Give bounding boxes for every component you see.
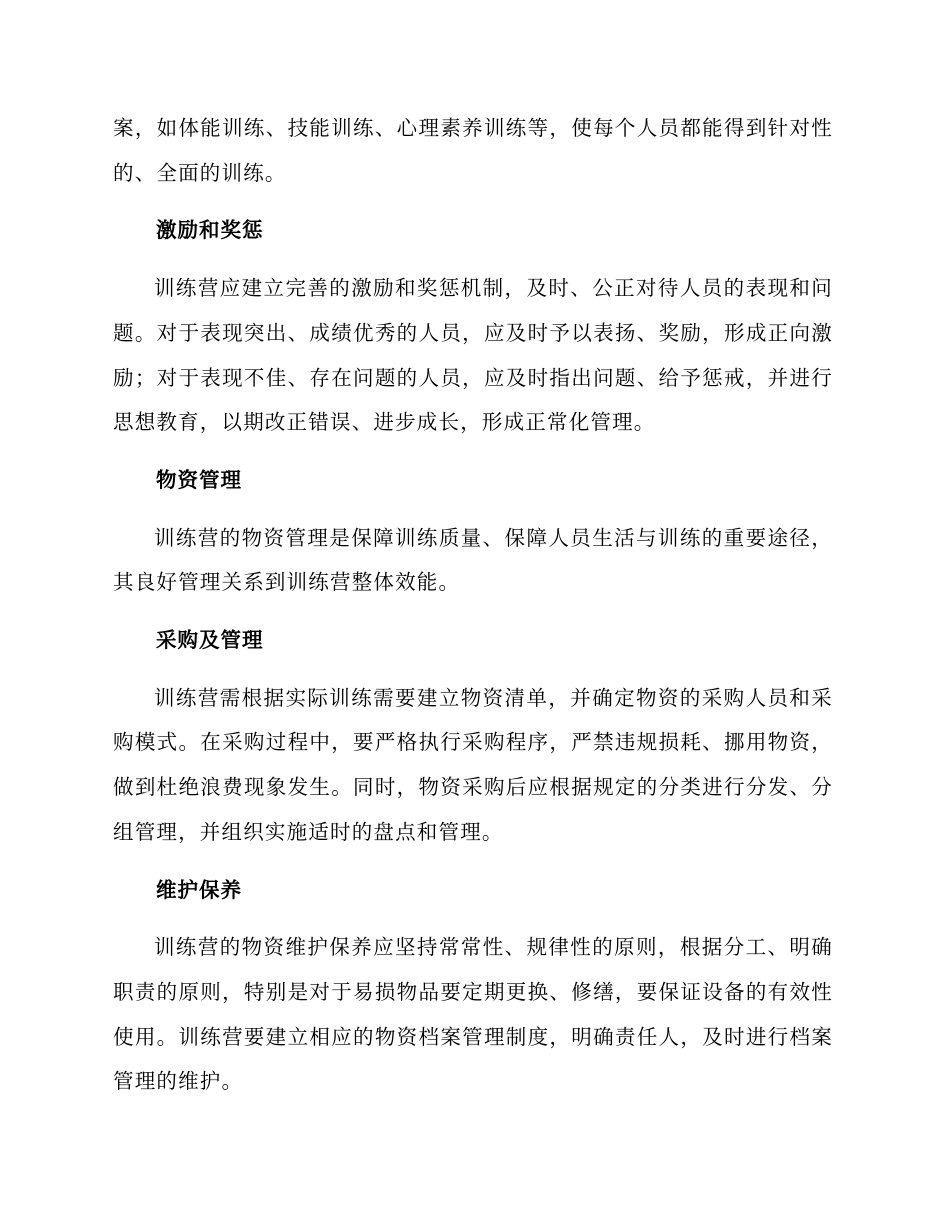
paragraph-incentives: 训练营应建立完善的激励和奖惩机制，及时、公正对待人员的表现和问题。对于表现突出、成绩优秀的人员，应及时予以表扬、奖励，形成正向激励；对于表现不佳、存在问题的人员，应及时指出问题、给予惩戒，并进行思想教育，以期改正错误、进步成长，形成正常化管理。 [113,276,833,435]
paragraph-continued-training-plan: 案，如体能训练、技能训练、心理素养训练等，使每个人员都能得到针对性的、全面的训练。 [113,116,833,185]
document-page [113,106,833,1104]
paragraph-materials-management: 训练营的物资管理是保障训练质量、保障人员生活与训练的重要途径，其良好管理关系到训练营整体效能。 [113,525,833,595]
heading-materials-management: 物资管理 [156,467,242,492]
heading-incentives-rewards-punishments: 激励和奖惩 [156,218,264,243]
paragraph-procurement: 训练营需根据实际训练需要建立物资清单，并确定物资的采购人员和采购模式。在采购过程中，要严格执行采购程序，严禁违规损耗、挪用物资，做到杜绝浪费现象发生。同时，物资采购后应根据规定的分类进行分发、分组管理，并组织实施适时的盘点和管理。 [113,685,833,844]
heading-procurement-management: 采购及管理 [156,628,264,653]
paragraph-maintenance: 训练营的物资维护保养应坚持常常性、规律性的原则，根据分工、明确职责的原则，特别是对于易损物品要定期更换、修缮，要保证设备的有效性使用。训练营要建立相应的物资档案管理制度，明确责任人，及时进行档案管理的维护。 [113,935,833,1094]
heading-maintenance: 维护保养 [156,877,242,902]
